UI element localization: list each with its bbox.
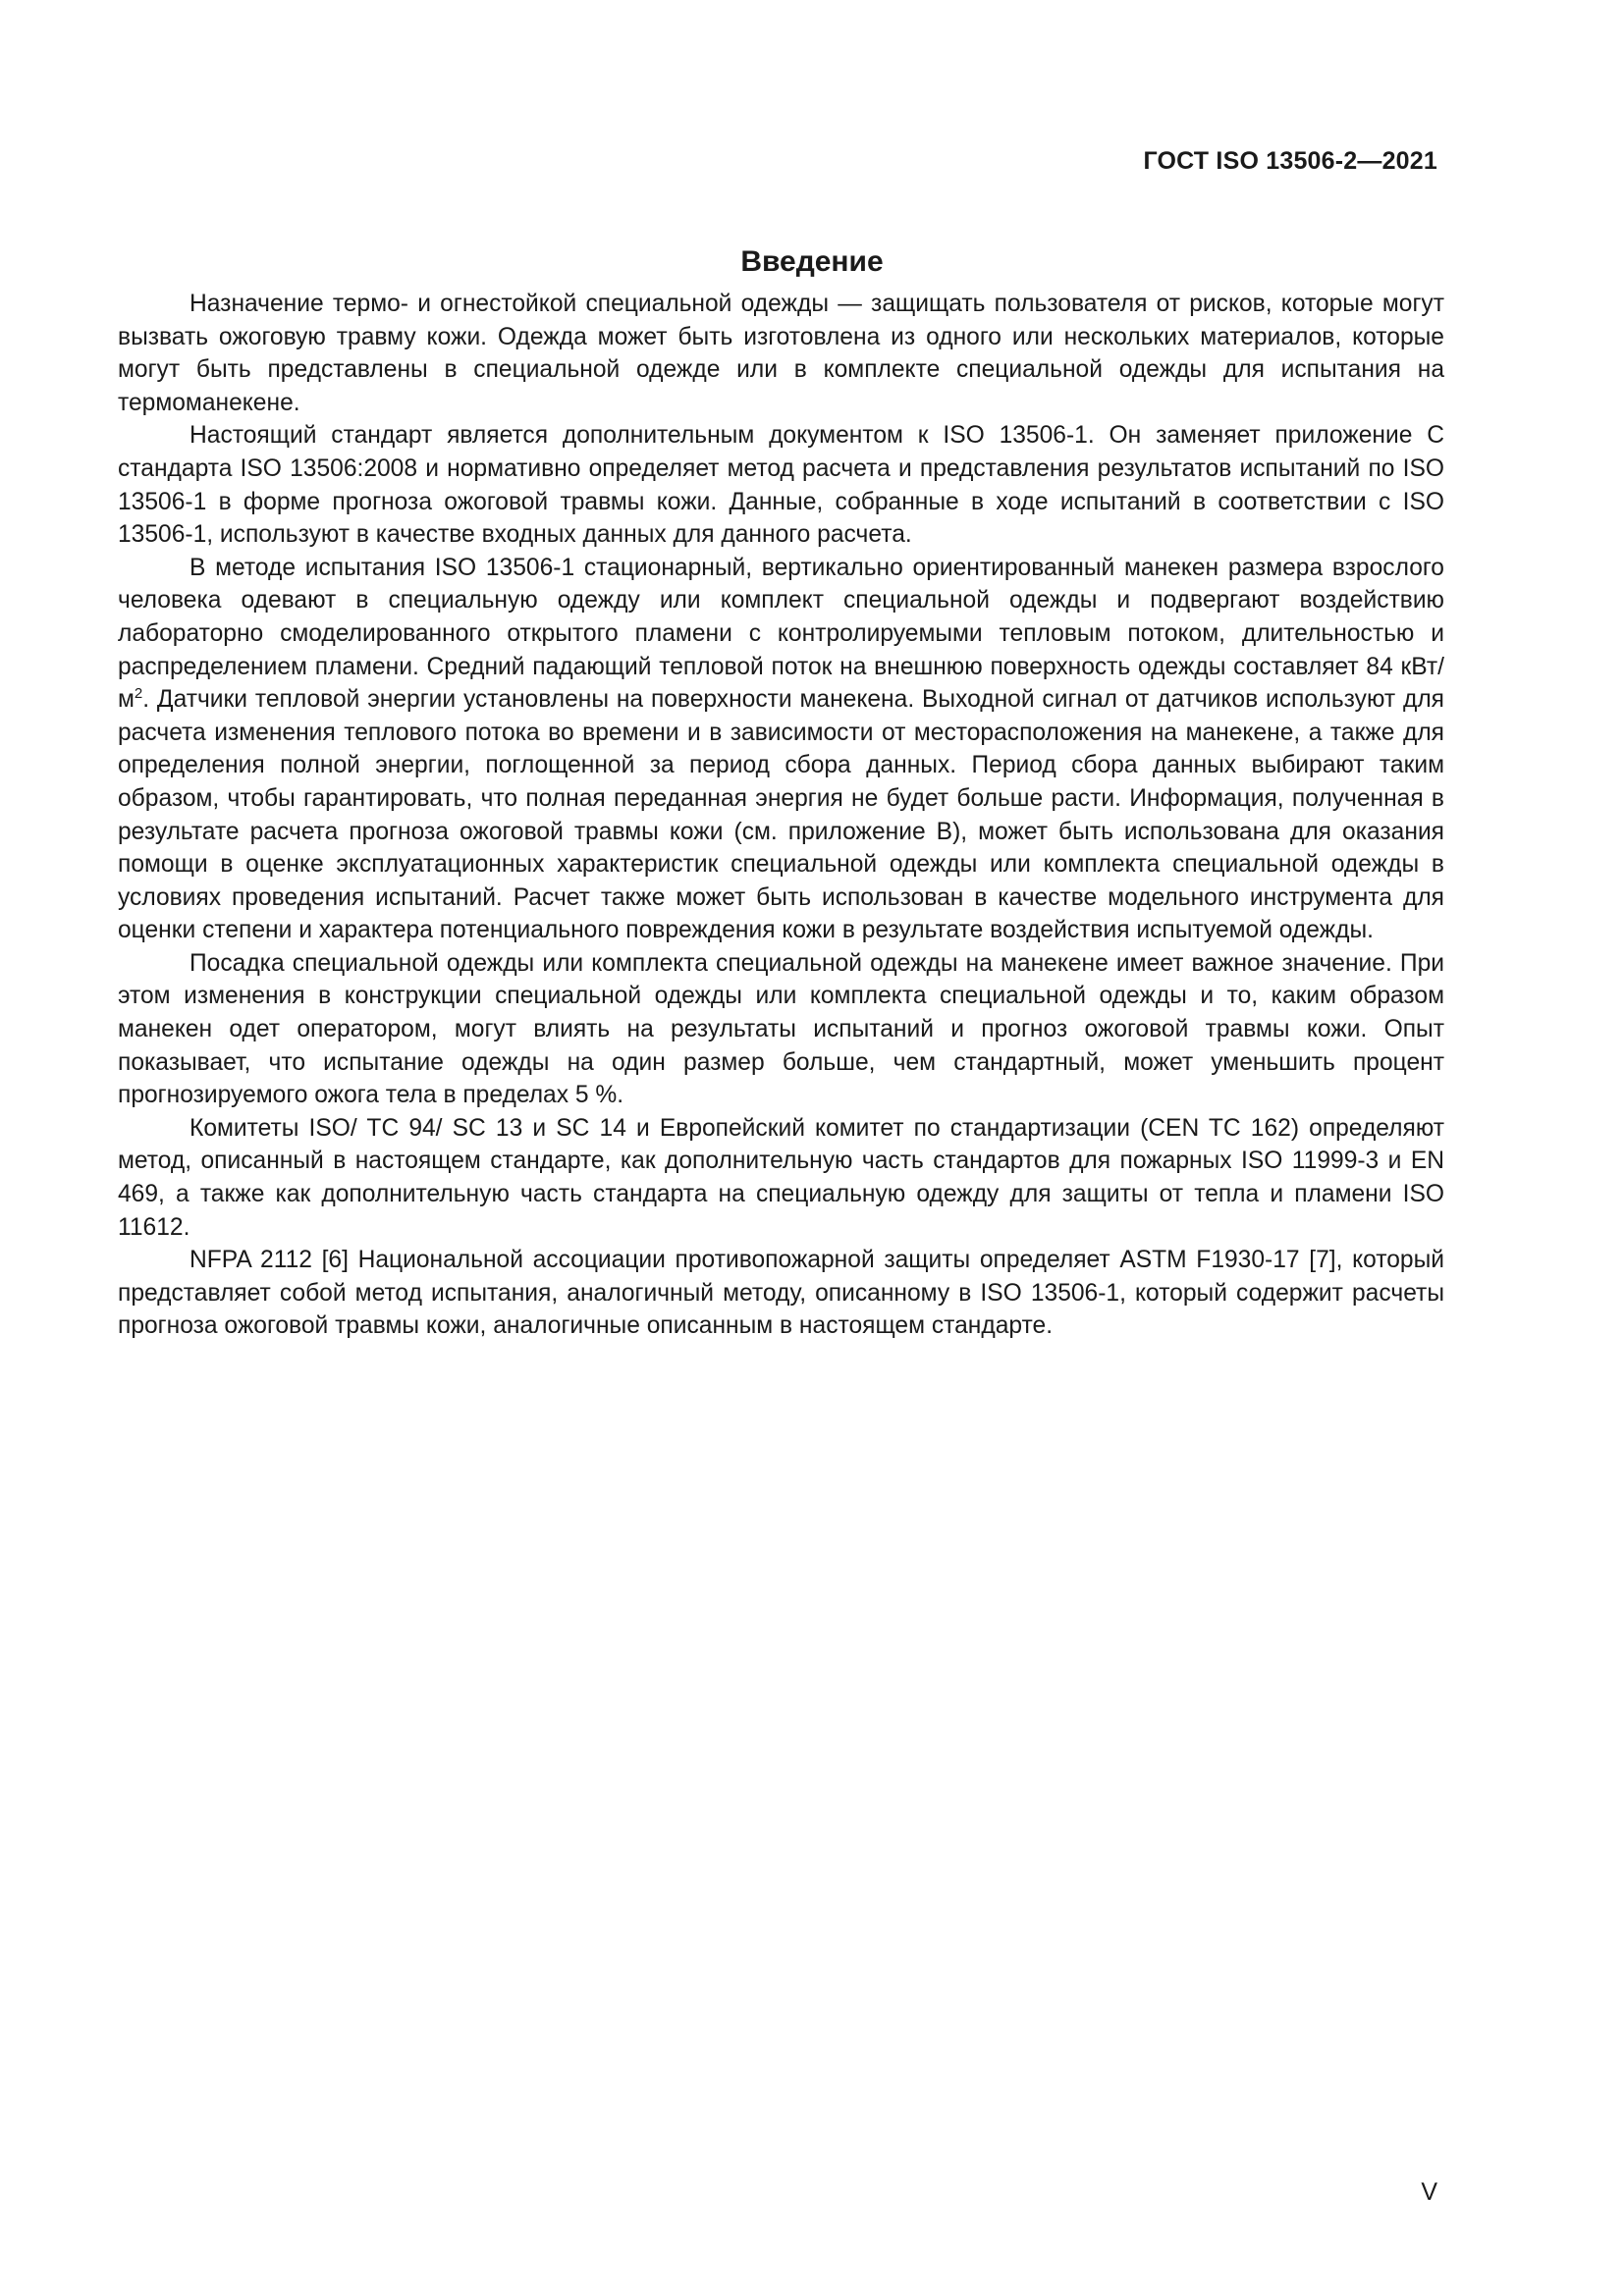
section-title: Введение	[740, 245, 884, 279]
body-text	[118, 288, 1444, 1343]
paragraph-test-method-part1: В методе испытания ISO 13506-1 стационарный, вертикально ориентированный манекен размера взрослого человека одевают в специальную одежду или комплект специальной одежды и подвергают воздействию лабораторно смоделированного открытого пламени с контролируемыми тепловым потоком, длительностью и распределением пламени. Средний падающий тепловой поток на внешнюю поверхность одежды составляет 84 кВт/м	[118, 554, 1444, 714]
paragraph-fit: Посадка специальной одежды или комплекта специальной одежды на манекене имеет важное значение. При этом изменения в конструкции специальной одежды или комплекта специальной одежды и то, каким образом манекен одет оператором, могут влиять на результаты испытаний и прогноз ожоговой травмы кожи. Опыт показывает, что испытание одежды на один размер больше, чем стандартный, может уменьшить процент прогнозируемого ожога тела в пределах 5 %.	[118, 949, 1444, 1109]
paragraph-test-method-part2: . Датчики тепловой энергии установлены на поверхности манекена. Выходной сигнал от датчиков используют для расчета изменения теплового потока во времени и в зависимости от месторасположения на манекене, а также для определения полной энергии, поглощенной за период сбора данных. Период сбора данных выбирают таким образом, чтобы гарантировать, что полная переданная энергия не будет больше расти. Информация, полученная в результате расчета прогноза ожоговой травмы кожи (см. приложение В), может быть использована для оказания помощи в оценке эксплуатационных характеристик специальной одежды или комплекта специальной одежды в условиях проведения испытаний. Расчет также может быть использован в качестве модельного инструмента для оценки степени и характера потенциального повреждения кожи в результате воздействия испытуемой одежды.	[118, 686, 1444, 944]
paragraph-purpose: Назначение термо- и огнестойкой специальной одежды — защищать пользователя от рисков, которые могут вызвать ожоговую травму кожи. Одежда может быть изготовлена из одного или нескольких материалов, которые могут быть представлены в специальной одежде или в комплекте специальной одежды для испытания на термоманекене.	[118, 291, 1444, 416]
document-code-header: ГОСТ ISO 13506-2—2021	[1143, 147, 1437, 175]
paragraph-nfpa: NFPA 2112 [6] Национальной ассоциации противопожарной защиты определяет ASTM F1930-17 [7], который представляет собой метод испытания, аналогичный методу, описанному в ISO 13506-1, который содержит расчеты прогноза ожоговой травмы кожи, аналогичные описанным в настоящем стандарте.	[118, 1247, 1444, 1340]
superscript-exponent: 2	[134, 685, 143, 703]
paragraph-scope: Настоящий стандарт является дополнительным документом к ISO 13506-1. Он заменяет приложение С стандарта ISO 13506:2008 и нормативно определяет метод расчета и представления результатов испытаний по ISO 13506-1 в форме прогноза ожоговой травмы кожи. Данные, собранные в ходе испытаний в соответствии с ISO 13506-1, используют в качестве входных данных для данного расчета.	[118, 422, 1444, 549]
page-number: V	[1421, 2178, 1437, 2206]
paragraph-committees: Комитеты ISO/ TC 94/ SC 13 и SC 14 и Европейский комитет по стандартизации (CEN TC 162) определяют метод, описанный в настоящем стандарте, как дополнительную часть стандартов для пожарных ISO 11999-3 и EN 469, а также как дополнительную часть стандарта на специальную одежду для защиты от тепла и пламени ISO 11612.	[118, 1114, 1444, 1241]
paragraph-test-method	[118, 552, 1444, 947]
